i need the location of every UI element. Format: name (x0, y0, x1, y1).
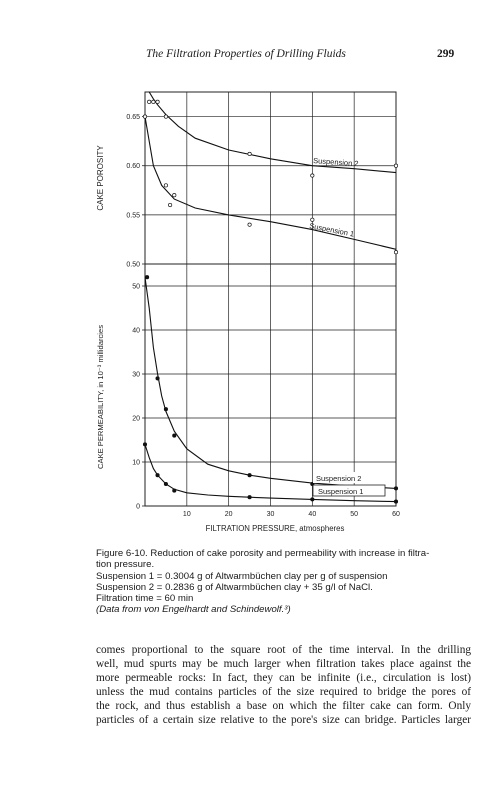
data-point-suspension-2 (156, 100, 159, 103)
body-line: particles of a certain size relative to the pore's size can bridge. Particles larger (96, 714, 471, 727)
data-point-suspension-2 (394, 164, 397, 167)
x-tick-label: 20 (224, 511, 233, 518)
porosity-gridlines (145, 92, 396, 264)
data-point-suspension-1 (143, 443, 146, 446)
y-tick-label: 50 (132, 283, 140, 291)
data-point-suspension-2 (248, 152, 251, 155)
permeability-x-axis-label: FILTRATION PRESSURE, atmospheres (205, 524, 345, 533)
permeability-panel (96, 261, 400, 533)
data-point-suspension-2 (152, 100, 155, 103)
body-line: unless the mud contains particles of the size required to bridge the pores of (96, 686, 471, 699)
porosity-panel (96, 92, 398, 269)
data-point-suspension-2 (164, 115, 167, 118)
data-point-suspension-1 (168, 203, 171, 206)
data-point-suspension-1 (248, 496, 251, 499)
y-tick-label: 0.55 (126, 212, 140, 220)
running-title: The Filtration Properties of Drilling Fluids (146, 48, 346, 60)
figure-caption (96, 548, 466, 616)
permeability-y-ticks (132, 284, 145, 511)
data-point-suspension-1 (143, 115, 146, 118)
data-point-suspension-1 (173, 489, 176, 492)
caption-source: (Data from von Engelhardt and Schindewolf.³) (96, 604, 291, 616)
caption-line: Suspension 1 = 0.3004 g of Altwarmbüchen clay per g of suspension (96, 570, 388, 582)
x-tick-label: 50 (350, 511, 359, 518)
body-line: the rock, and thus establish a base on which the filter cake can form. Only (96, 700, 471, 713)
caption-line: Figure 6-10. Reduction of cake porosity and permeability with increase in filtra- (96, 548, 430, 559)
caption-line: Filtration time = 60 min (96, 593, 194, 605)
porosity-series-label-suspension-1: Suspension 1 (308, 221, 355, 239)
y-tick-label: 10 (132, 459, 140, 467)
permeability-x-ticks (183, 511, 400, 518)
permeability-series-label-suspension-1: Suspension 1 (318, 487, 364, 496)
page-number: 299 (437, 48, 455, 60)
x-tick-label: 40 (308, 511, 317, 518)
x-tick-label: 10 (182, 511, 191, 518)
data-point-suspension-1 (173, 194, 176, 197)
y-tick-label: 0.65 (126, 114, 140, 122)
data-point-suspension-2 (164, 408, 167, 411)
data-point-suspension-1 (156, 474, 159, 477)
data-point-suspension-2 (311, 174, 314, 177)
body-line: well, mud spurts may be much larger when filtration takes place against the (96, 658, 471, 671)
data-point-suspension-2 (173, 434, 176, 437)
y-tick-label: 20 (132, 415, 140, 423)
body-line: comes proportional to the square root of the time interval. In the drilling (96, 644, 471, 656)
data-point-suspension-1 (164, 482, 167, 485)
data-point-suspension-2 (147, 100, 150, 103)
x-tick-label: 60 (392, 511, 400, 518)
y-tick-label: 0.60 (126, 163, 140, 171)
caption-line: tion pressure. (96, 559, 155, 571)
body-paragraph (96, 643, 471, 728)
data-point-suspension-1 (248, 223, 251, 226)
data-point-suspension-2 (394, 487, 397, 490)
data-point-suspension-1 (394, 251, 397, 254)
caption-line: Suspension 2 = 0.2836 g of Altwarmbüchen clay + 35 g/l of NaCl. (96, 581, 373, 593)
permeability-series-label-suspension-2: Suspension 2 (316, 474, 362, 483)
porosity-y-ticks (126, 114, 145, 268)
data-point-suspension-1 (164, 184, 167, 187)
y-tick-label: 0 (136, 503, 140, 511)
data-point-suspension-2 (156, 377, 159, 380)
data-point-suspension-2 (145, 276, 148, 279)
y-tick-label: 30 (132, 371, 140, 379)
x-tick-label: 30 (266, 511, 275, 518)
data-point-suspension-1 (394, 500, 397, 503)
porosity-y-axis-label: CAKE POROSITY (96, 145, 105, 211)
body-line: more permeable rocks: In fact, they can be infinite (i.e., circulation is lost) (96, 672, 471, 685)
permeability-gridlines (145, 264, 396, 506)
y-tick-label: 0.50 (126, 261, 140, 269)
permeability-y-axis-label: CAKE PERMEABILITY, in 10⁻³ millidarcies (96, 325, 105, 469)
data-point-suspension-2 (248, 474, 251, 477)
porosity-series-label-suspension-2: Suspension 2 (312, 156, 359, 169)
y-tick-label: 40 (132, 327, 140, 335)
data-point-suspension-1 (311, 498, 314, 501)
series-curve-suspension-2 (149, 92, 396, 173)
